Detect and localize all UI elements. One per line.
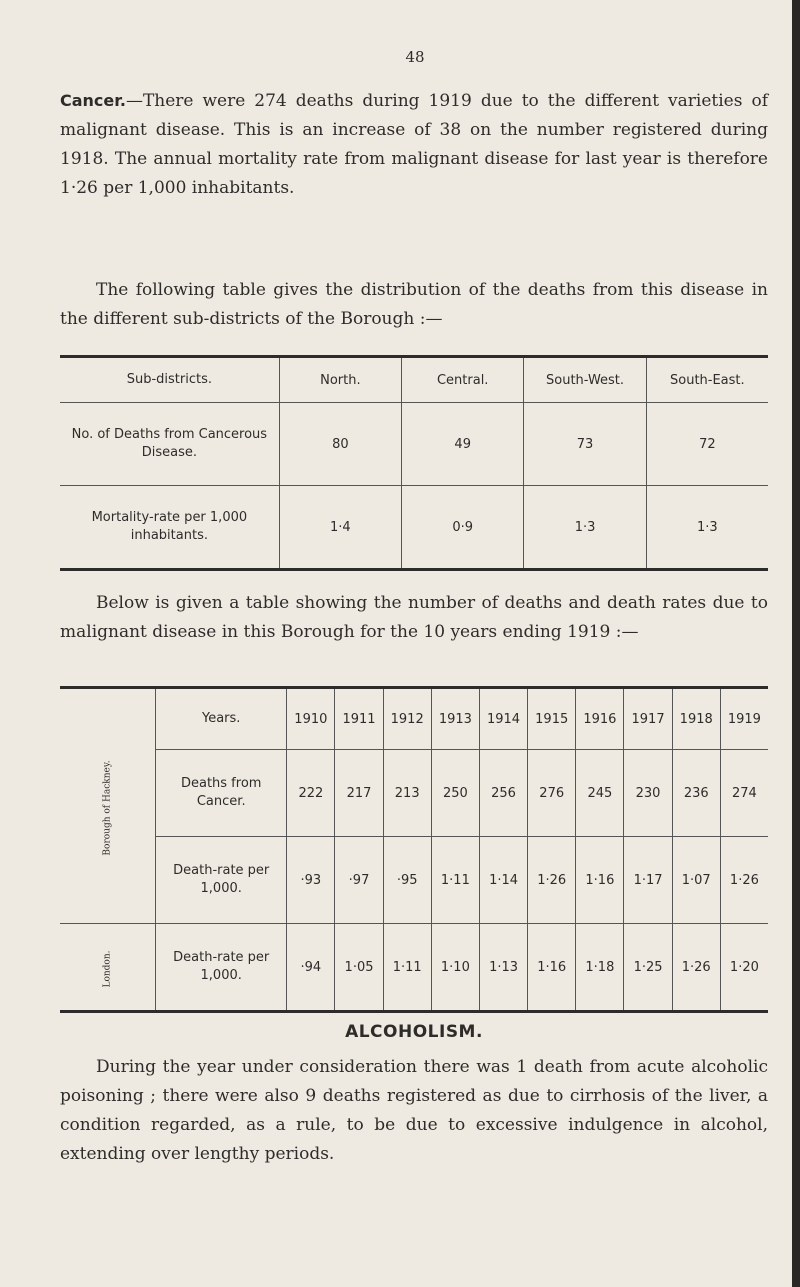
borough-side-label — [60, 688, 156, 924]
table-cell: 274 — [720, 750, 768, 837]
table-row — [60, 750, 768, 837]
table-cell: 49 — [402, 403, 524, 486]
table-cell: 213 — [383, 750, 431, 837]
table-cell: 1·16 — [576, 837, 624, 924]
table-cell: 1·3 — [646, 486, 768, 570]
table-cell: 256 — [479, 750, 527, 837]
table-cell: ·93 — [287, 837, 335, 924]
table-cell: 1·26 — [672, 924, 720, 1012]
years-header: Years. — [156, 688, 287, 750]
table-cell: 1·4 — [279, 486, 401, 570]
year-header: 1913 — [431, 688, 479, 750]
page-edge — [792, 0, 800, 1287]
table-row — [60, 924, 768, 1012]
table-cell: 1·26 — [528, 837, 576, 924]
table-header: South-East. — [646, 357, 768, 403]
table-cell: 73 — [524, 403, 646, 486]
table-header: North. — [279, 357, 401, 403]
table-cell: 1·16 — [528, 924, 576, 1012]
table-cell: 1·07 — [672, 837, 720, 924]
year-header: 1911 — [335, 688, 383, 750]
table-row — [60, 837, 768, 924]
table-cell: 1·11 — [383, 924, 431, 1012]
table-cell: 1·14 — [479, 837, 527, 924]
table-header-row — [60, 688, 768, 750]
london-side-label — [60, 924, 156, 1012]
cancer-text: —There were 274 deaths during 1919 due to the different varieties of malignant disease. This is an increase of 38 on the number registered during 1918. The annual mortality rate from malignant disease for last year is therefore 1·26 per 1,000 inhabitants. — [60, 91, 768, 198]
table-cell: 72 — [646, 403, 768, 486]
table-cell: 1·17 — [624, 837, 672, 924]
year-header: 1916 — [576, 688, 624, 750]
table-cell: 1·05 — [335, 924, 383, 1012]
table-header-row — [60, 357, 768, 403]
page-number: 48 — [405, 48, 425, 66]
table-cell: 80 — [279, 403, 401, 486]
table-cell: 236 — [672, 750, 720, 837]
year-header: 1912 — [383, 688, 431, 750]
table-cell: 230 — [624, 750, 672, 837]
table-cell: ·95 — [383, 837, 431, 924]
table-cell: 250 — [431, 750, 479, 837]
table-cell: 1·20 — [720, 924, 768, 1012]
cancer-lead: Cancer. — [60, 91, 126, 110]
alcoholism-paragraph: During the year under consideration there was 1 death from acute alcoholic poisoning ; there were also 9 deaths registered as due to cirrhosis of the liver, a condition regarded, as a rule, to be due to excessive indulgence in alcohol, extending over lengthy periods. — [60, 1057, 768, 1164]
table-cell: 1·25 — [624, 924, 672, 1012]
year-header: 1918 — [672, 688, 720, 750]
table-cell: ·94 — [287, 924, 335, 1012]
table-cell: 245 — [576, 750, 624, 837]
table-header: Central. — [402, 357, 524, 403]
table-cell: 1·3 — [524, 486, 646, 570]
table2-intro: Below is given a table showing the number of deaths and death rates due to malignant disease in this Borough for the 10 years ending 1919 :— — [60, 593, 768, 642]
table-row — [60, 486, 768, 570]
cancer-paragraph — [60, 86, 768, 203]
row-label: Mortality-rate per 1,000 inhabitants. — [91, 510, 248, 543]
year-header: 1919 — [720, 688, 768, 750]
table-cell: 217 — [335, 750, 383, 837]
london-label: London. — [102, 949, 113, 988]
ten-year-table — [60, 686, 768, 1013]
alcoholism-heading: ALCOHOLISM. — [345, 1022, 483, 1042]
table-cell: 276 — [528, 750, 576, 837]
table-header: South-West. — [524, 357, 646, 403]
table-cell: 0·9 — [402, 486, 524, 570]
year-header: 1914 — [479, 688, 527, 750]
row-label: Death-rate per 1,000. — [156, 837, 287, 924]
borough-label: Borough of Hackney. — [102, 759, 113, 856]
year-header: 1915 — [528, 688, 576, 750]
table-cell: 1·10 — [431, 924, 479, 1012]
subdistrict-table — [60, 355, 768, 571]
table-cell: 1·26 — [720, 837, 768, 924]
table-cell: 1·18 — [576, 924, 624, 1012]
year-header: 1917 — [624, 688, 672, 750]
table1-intro: The following table gives the distribution of the deaths from this disease in the different sub-districts of the Borough :— — [60, 280, 768, 329]
table-row — [60, 403, 768, 486]
table-cell: 1·13 — [479, 924, 527, 1012]
row-label: Death-rate per 1,000. — [173, 950, 270, 983]
table-cell: 1·11 — [431, 837, 479, 924]
row-label: No. of Deaths from Cancerous Disease. — [60, 403, 279, 486]
table-header: Sub-districts. — [60, 357, 279, 403]
row-label: Deaths from Cancer. — [156, 750, 287, 837]
table-cell: ·97 — [335, 837, 383, 924]
year-header: 1910 — [287, 688, 335, 750]
table-cell: 222 — [287, 750, 335, 837]
